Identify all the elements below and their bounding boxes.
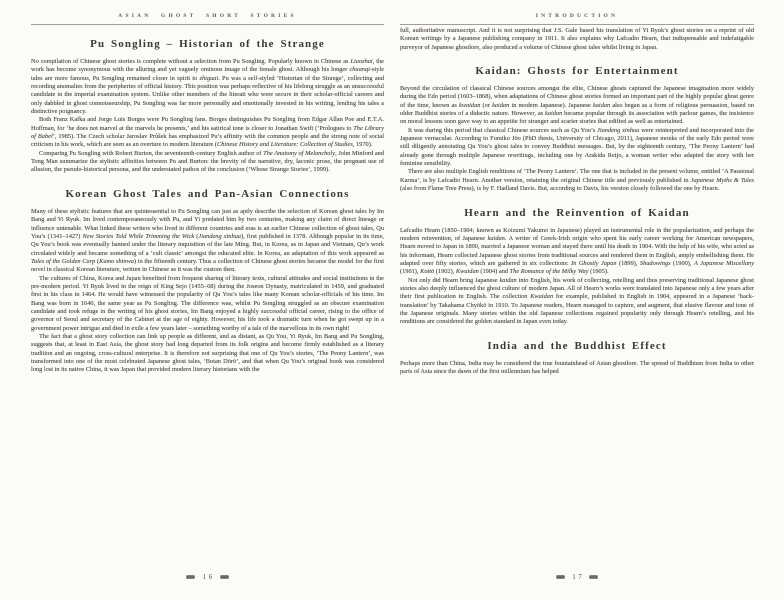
page-number: 16: [202, 573, 215, 581]
header-rule: [31, 24, 384, 25]
body-paragraph: Perhaps more than China, India may be considered the true fountainhead of Asian ghostlore. The spread of Buddhism from India to other parts of Asia since the dawn of the first millennium has helped: [400, 359, 754, 375]
header-rule: [400, 24, 754, 25]
body-paragraph: Lafcadio Hearn (1850–1904; known as Koizumi Yakumo in Japanese) played an instrumental role in the popularization, and perhaps the modern reinvention, of Japanese kaidan. A writer of Greek-Irish origin who spent his early career working for American newspapers, Hearn moved to Japan in 1890, married a Japanese woman and stayed there until his death in 1904. With the help of his wife, who acted as his informant, Hearn collected Japanese ghost stories from traditional sources and rendered them in English, amply embellishing them. He adapted over fifty stories, which are gathered in six collections: In Ghostly Japan (1899), Shadowings (1900), A Japanese Miscellany (1901), Kottō (1902), Kwaidan (1904) and The Romance of the Milky Way (1905).: [400, 226, 755, 276]
running-head: ASIAN GHOST SHORT STORIES: [118, 13, 297, 19]
body-paragraph: Both Franz Kafka and Jorge Luis Borges were Pu Songling fans. Borges distinguishes Pu Songling from Edgar Allan Poe and E.T.A. Hoffman, for ‘he does not marvel at the marvels he presents,’ and his satirical tone is closer to Jonathan Swift (‘Prologues to The Library of Babel’, 1985). The Czech scholar Jaroslav Průšek has emphasized Pu’s affinity with the common people and the strong note of social criticism in his work, which are seen as an overture to modern literature (Chinese History and Literature: Collection of Studies, 1970).: [31, 116, 384, 149]
fleuron-icon: [556, 575, 565, 580]
body-paragraph: The cultures of China, Korea and Japan benefited from frequent sharing of literary texts, cultural attitudes and social institutions in the pre-modern period. Yi Ryuk lived in the reign of King Sejo (1455–68) during the Joseon Dynasty, matriculated in 1459, and graduated first in his class in 1464. He would have witnessed the popularity of Qu You’s tales like many Korean scholar-officials of his time. Im Bang was born in 1640, the same year as Pu Songling. The difference was, whilst Pu Songling struggled as an obscure examination candidate and took refuge in the writing of his ghost stories, Im Bang enjoyed a highly successful official career, rising to the office of governor of Seoul and secretary of the Cabinet at the age of eighty. However, his life took a dramatic turn when he got swept up in a government power intrigue and died in exile a few years later – something worthy of a tale of the marvellous in its own right!: [31, 274, 384, 332]
section-heading: India and the Buddhist Effect: [487, 339, 667, 352]
body-paragraph: There are also multiple English renditions of ‘The Peony Lantern’. The one that is included in the present volume, entitled ‘A Passional Karma’, is by Lafcadio Hearn. Another version, retaining the original Chinese title and previously published in Japanese Myths & Tales (also from Flame Tree Press), is by F. Hadland Davis. But, according to Davis, his version closely followed the one by Hearn.: [400, 168, 754, 193]
body-paragraph: Beyond the circulation of classical Chinese sources amongst the elite, Chinese ghosts captured the Japanese imagination more widely during the Edo period (1603–1868), when adaptations of Chinese ghost stories formed an important part of the highly popular ghost genre of the time, known as kwaidan (or kaidan in modern Japanese). Japanese kaidan also began as a form of religious persuasion, based on older Buddhist stories of a didactic nature. However, as kaidan became popular through its association with parlour games, the insistence on moral lessons soon gave way to an appetite for stranger and scarier stories that edified as well as entertained.: [400, 85, 754, 126]
body-paragraph: The fact that a ghost story collection can link up people as different, and as distant, as Qu You, Yi Ryuk, Im Bang and Pu Songling, suggests that, at least in East Asia, the ghost story had long departed from its folk origins and become firmly established as a literary tradition and an ongoing, cross-cultural enterprise. It is therefore not surprising that one of Qu You’s stories, ‘The Peony Lantern’, was transformed into one of the most celebrated Japanese ghost tales, ‘Botan Dōrō’, and that when Qu You’s original book was considered long lost in its native China, it was Japan that provided modern literary historians with the: [31, 332, 384, 374]
running-head: INTRODUCTION: [535, 13, 619, 19]
body-paragraph: Comparing Pu Songling with Robert Burton, the seventeenth-century English author of The Anatomy of Melancholy, John Minford and Tong Man summarize the stylistic affinities between Pu and Burton: the brevity of the narrative, dry, laconic prose, the pregnant use of allusion, the pseudo-historical persona, and the understated pathos of the conclusion (‘Whose Strange Stories’, 1999).: [31, 149, 384, 174]
body-paragraph: Many of these stylistic features that are quintessential to Pu Songling can just as aptly describe the selection of Korean ghost tales by Im Bang and Yi Ryuk. Im lived contemporaneously with Pu, and Yi predated him by two centuries, making any claim of direct lineage or influence untenable. What linked these writers who lived in different countries and eras is an earlier Chinese collection of ghost tales, Qu You’s (1341–1427) New Stories Told While Trimming the Wick (Jiandeng xinhua), first published in 1378. Although popular in its time, Qu You’s book was eventually banned under the literary inquisition of the late Ming. But, in Korea, as in Japan and Vietnam, Qu’s work circulated widely and became something of a ‘cult classic’ amongst the educated elite. In Korea, an adaptation of this work appeared as Tales of the Golden Carp (Kumo shinwa) in the fifteenth century. Thus a collection of Chinese ghost stories became the model for the first novel in classical Korean literature, written in Chinese as it was the custom then.: [31, 207, 385, 274]
body-paragraph: Not only did Hearn bring Japanese kaidan into English, his work of collecting, retelling and thus preserving traditional Japanese ghost stories also deeply influenced the ghost culture of modern Japan. All of Hearn’s works were translated into Japanese only a few years after their first publication in English. The collection Kwaidan for example, published in English in 1904, appeared in a Japanese ‘back-translation’ by Takahama Chyōkō in 1910. To Japanese readers, Hearn managed to capture, and augment, that elusive flavour and tone of the Japanese originals. Many stories within the old Japanese collections regained popularity only through Hearn’s retelling, and his renditions are considered the golden standard in Japan even today.: [400, 276, 754, 326]
section-heading: Pu Songling – Historian of the Strange: [90, 38, 325, 50]
section-heading: Hearn and the Reinvention of Kaidan: [464, 206, 690, 219]
right-page: [400, 13, 754, 587]
section-heading: Kaidan: Ghosts for Entertainment: [475, 65, 679, 78]
body-paragraph: full, authoritative manuscript. And it is not surprising that J.S. Gale based his translation of Yi Ryuk’s ghost stories on a reprint of old Korean writings by a Japanese publishing company in 1911. It also explains why Lafcadio Hearn, that indispensable and indefatigable purveyor of Japanese ghostlore, also produced a volume of Chinese ghost tales whilst living in Japan.: [400, 27, 754, 51]
body-paragraph: No compilation of Chinese ghost stories is complete without a selection from Pu Songling. Popularly known in Chinese as Liaozhai, the work has become synonymous with the alluring and yet vaguely ominous image of the female ghost. Although his longer chuanqi-style tales are more famous, Pu Songling remained closer in spirit to zhiguai. Pu was a self-styled ‘Historian of the Strange’, collecting and recording anomalies from the peripheries of official history. This position was perhaps reflective of his lifelong struggle as an unsuccessful candidate in the imperial examination system. Unlike other members of the literati who were secure in their scholar-official careers and only dabbled in ghost connoisseurship, Pu Songling was far more personally and emotionally invested in his writing, lending his tales a distinctive poignancy.: [31, 58, 384, 116]
page-footer: [31, 573, 384, 581]
left-page: [31, 13, 384, 587]
section-heading: Korean Ghost Tales and Pan-Asian Connections: [65, 187, 350, 200]
sections: [31, 38, 384, 375]
fleuron-icon: [589, 575, 598, 580]
page-number: 17: [572, 573, 585, 581]
sections: [400, 27, 754, 376]
page-footer: [400, 573, 754, 581]
body-paragraph: It was during this period that classical Chinese sources such as Qu You’s Jiandeng xinhua were reinterpreted and incorporated into the Japanese vernacular. According to Fumiko Jōo (PhD thesis, University of Chicago, 2011), Japanese monks of the early Edo period were still diligently annotating Qu You’s ghost tales to convey Buddhist messages. But, by the eighteenth century, ‘The Peony Lantern’ had already gone through multiple Japanese rewritings, including one by Arakida Reijo, a woman writer who adapted the story with her feminine sensibility.: [400, 126, 754, 168]
fleuron-icon: [186, 575, 195, 580]
fleuron-icon: [220, 575, 229, 580]
